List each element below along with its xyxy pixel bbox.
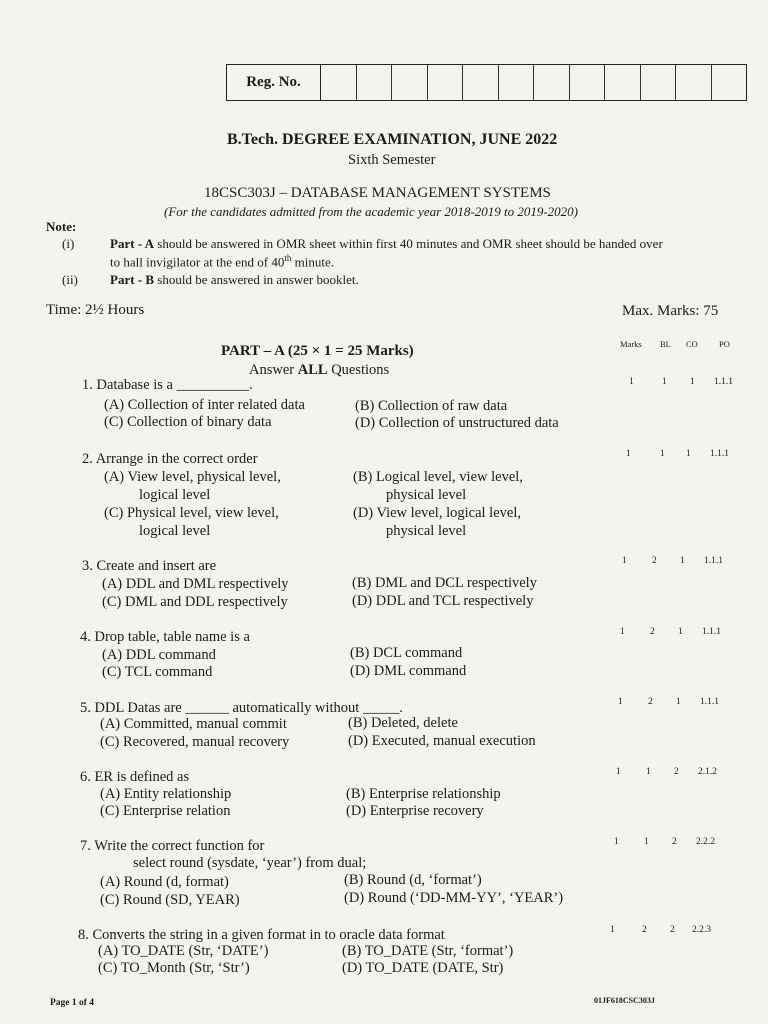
q1-option-c: (C) Collection of binary data: [104, 414, 272, 430]
reg-no-cell: [676, 65, 712, 100]
note-bold: Part - A: [110, 236, 155, 251]
reg-no-cell: [321, 65, 357, 100]
q6-co: 2: [674, 767, 679, 777]
reg-no-cell: [712, 65, 747, 100]
reg-no-cell: [570, 65, 606, 100]
q2-option-a-cont: logical level: [139, 487, 211, 503]
q6-marks: 1: [616, 767, 621, 777]
q3-marks: 1: [622, 556, 627, 566]
q3-option-b: (B) DML and DCL respectively: [352, 575, 537, 591]
question-8: 8. Converts the string in a given format in to oracle data format: [78, 927, 445, 943]
instr-text: Answer: [249, 362, 298, 378]
reg-no-cell: [392, 65, 428, 100]
q8-co: 2: [670, 925, 675, 935]
q5-co: 1: [676, 697, 681, 707]
q3-option-a: (A) DDL and DML respectively: [102, 576, 289, 592]
q1-po: 1.1.1: [714, 377, 733, 387]
reg-no-label: Reg. No.: [227, 65, 321, 100]
note-text: should be answered in OMR sheet within first 40 minutes and OMR sheet should be handed over: [154, 236, 663, 251]
reg-no-cell: [499, 65, 535, 100]
reg-no-cell: [641, 65, 677, 100]
question-5: 5. DDL Datas are ______ automatically without _____.: [80, 700, 403, 716]
q2-co: 1: [686, 449, 691, 459]
q4-co: 1: [678, 627, 683, 637]
question-2: 2. Arrange in the correct order: [82, 451, 258, 467]
q6-option-c: (C) Enterprise relation: [100, 803, 231, 819]
col-bl: BL: [660, 339, 671, 349]
q1-option-d: (D) Collection of unstructured data: [355, 415, 559, 431]
q2-bl: 1: [660, 449, 665, 459]
q5-po: 1.1.1: [700, 697, 719, 707]
q7-co: 2: [672, 837, 677, 847]
q3-option-d: (D) DDL and TCL respectively: [352, 593, 534, 609]
q8-option-a: (A) TO_DATE (Str, ‘DATE’): [98, 943, 269, 959]
exam-title: B.Tech. DEGREE EXAMINATION, JUNE 2022: [227, 131, 558, 148]
q1-co: 1: [690, 377, 695, 387]
q3-option-c: (C) DML and DDL respectively: [102, 594, 288, 610]
q5-option-c: (C) Recovered, manual recovery: [100, 734, 290, 750]
q8-option-b: (B) TO_DATE (Str, ‘format’): [342, 943, 514, 959]
reg-no-cell: [463, 65, 499, 100]
q2-option-c: (C) Physical level, view level,: [104, 505, 279, 521]
page-number: Page 1 of 4: [50, 998, 95, 1008]
q8-option-c: (C) TO_Month (Str, ‘Str’): [98, 960, 250, 976]
col-po: PO: [719, 339, 730, 349]
q2-option-b: (B) Logical level, view level,: [353, 469, 523, 485]
q4-bl: 2: [650, 627, 655, 637]
question-7-query: select round (sysdate, ‘year’) from dual;: [133, 855, 367, 871]
q5-option-b: (B) Deleted, delete: [348, 715, 458, 731]
q3-bl: 2: [652, 556, 657, 566]
semester: Sixth Semester: [348, 152, 436, 168]
instr-bold: ALL: [297, 362, 328, 378]
q8-po: 2.2.3: [692, 925, 711, 935]
reg-no-cell: [357, 65, 393, 100]
reg-no-cell: [428, 65, 464, 100]
q2-marks: 1: [626, 449, 631, 459]
course-title: 18CSC303J – DATABASE MANAGEMENT SYSTEMS: [204, 185, 551, 201]
col-co: CO: [686, 339, 698, 349]
col-marks: Marks: [620, 339, 642, 349]
q8-bl: 2: [642, 925, 647, 935]
q8-option-d: (D) TO_DATE (DATE, Str): [342, 960, 504, 976]
note-item-1: [110, 236, 663, 252]
q2-option-d-cont: physical level: [386, 523, 467, 539]
q1-bl: 1: [662, 377, 667, 387]
note-text: should be answered in answer booklet.: [154, 272, 359, 287]
admitted-note: (For the candidates admitted from the academic year 2018-2019 to 2019-2020): [164, 204, 578, 219]
q6-option-b: (B) Enterprise relationship: [346, 786, 501, 802]
q1-marks: 1: [629, 377, 634, 387]
q4-option-d: (D) DML command: [350, 663, 467, 679]
q6-po: 2.1.2: [698, 767, 717, 777]
q7-option-c: (C) Round (SD, YEAR): [100, 892, 240, 908]
instr-text: Questions: [327, 362, 390, 378]
q2-option-c-cont: logical level: [139, 523, 211, 539]
q2-option-d: (D) View level, logical level,: [353, 505, 521, 521]
q7-option-d: (D) Round (‘DD-MM-YY’, ‘YEAR’): [344, 890, 564, 906]
q1-option-a: (A) Collection of inter related data: [104, 397, 305, 413]
q5-marks: 1: [618, 697, 623, 707]
part-a-title: PART – A (25 × 1 = 25 Marks): [221, 343, 414, 359]
note-sup: th: [284, 253, 292, 263]
q7-po: 2.2.2: [696, 837, 715, 847]
max-marks: Max. Marks: 75: [622, 303, 719, 319]
q3-po: 1.1.1: [704, 556, 723, 566]
question-1: 1. Database is a __________.: [82, 377, 253, 393]
q3-co: 1: [680, 556, 685, 566]
q6-bl: 1: [646, 767, 651, 777]
time-allowed: Time: 2½ Hours: [46, 302, 145, 318]
note-item-1-cont: [110, 253, 334, 270]
q5-bl: 2: [648, 697, 653, 707]
reg-no-box: [226, 64, 747, 101]
q2-option-b-cont: physical level: [386, 487, 467, 503]
q4-marks: 1: [620, 627, 625, 637]
q4-po: 1.1.1: [702, 627, 721, 637]
q7-marks: 1: [614, 837, 619, 847]
question-7: 7. Write the correct function for: [80, 838, 265, 854]
reg-no-cell: [534, 65, 570, 100]
q4-option-c: (C) TCL command: [102, 664, 213, 680]
q7-bl: 1: [644, 837, 649, 847]
note-num: (ii): [62, 272, 78, 287]
q6-option-d: (D) Enterprise recovery: [346, 803, 484, 819]
note-num: (i): [62, 236, 75, 251]
question-6: 6. ER is defined as: [80, 769, 190, 785]
q7-option-b: (B) Round (d, ‘format’): [344, 872, 482, 888]
note-text: minute.: [291, 254, 335, 270]
q5-option-d: (D) Executed, manual execution: [348, 733, 536, 749]
question-4: 4. Drop table, table name is a: [80, 629, 250, 645]
q4-option-b: (B) DCL command: [350, 645, 463, 661]
note-label: Note:: [46, 219, 77, 234]
part-a-instructions: [249, 362, 389, 379]
q6-option-a: (A) Entity relationship: [100, 786, 232, 802]
q2-option-a: (A) View level, physical level,: [104, 469, 281, 485]
q8-marks: 1: [610, 925, 615, 935]
q1-option-b: (B) Collection of raw data: [355, 398, 508, 414]
q5-option-a: (A) Committed, manual commit: [100, 716, 287, 732]
q2-po: 1.1.1: [710, 449, 729, 459]
paper-code: 01JF618CSC303J: [594, 996, 655, 1005]
note-text: to hall invigilator at the end of 40: [110, 254, 285, 270]
question-3: 3. Create and insert are: [82, 558, 217, 574]
reg-no-cell: [605, 65, 641, 100]
q7-option-a: (A) Round (d, format): [100, 874, 229, 890]
note-bold: Part - B: [110, 272, 155, 287]
q4-option-a: (A) DDL command: [102, 647, 216, 663]
note-item-2: [110, 272, 359, 288]
